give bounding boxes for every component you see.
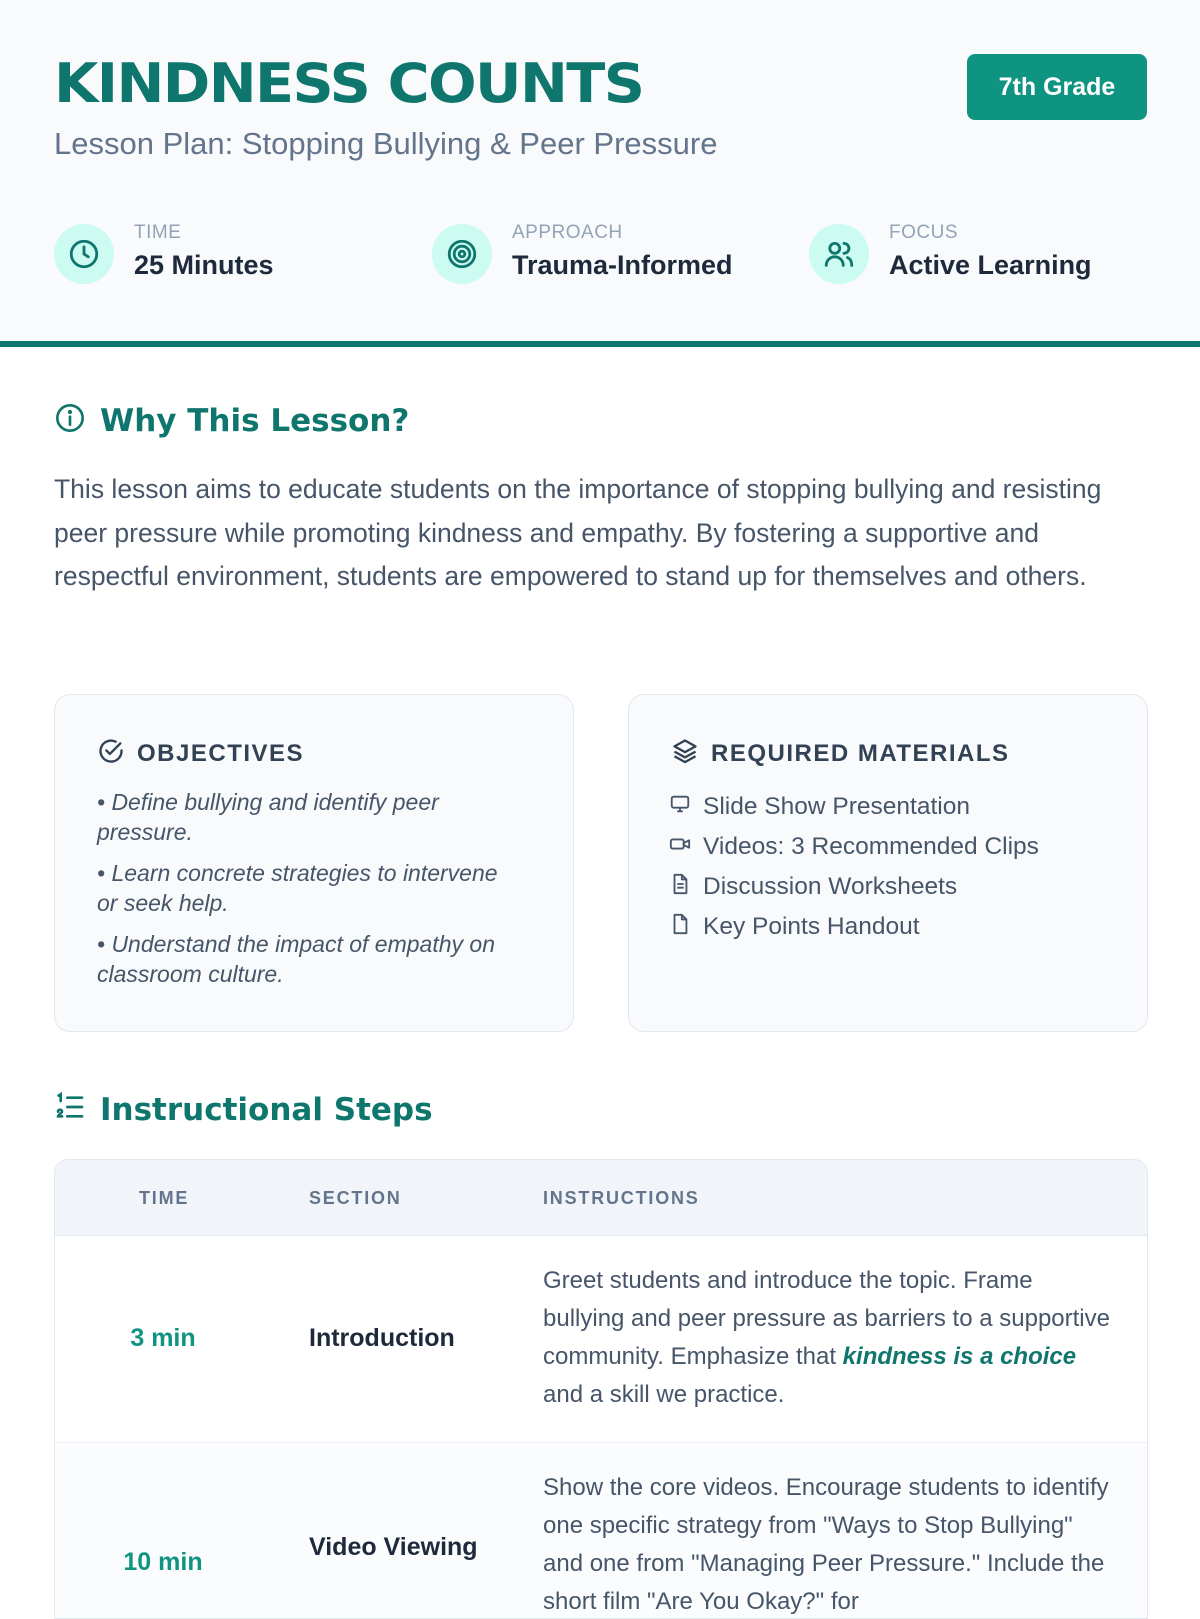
column-header-section: SECTION	[309, 1188, 402, 1208]
video-icon	[669, 833, 691, 862]
column-header-instructions: INSTRUCTIONS	[543, 1188, 700, 1208]
lesson-subtitle: Lesson Plan: Stopping Bullying & Peer Pressure	[54, 126, 718, 161]
table-header	[55, 1160, 1147, 1236]
steps-heading-row	[54, 1091, 433, 1128]
materials-list	[669, 787, 1039, 947]
objective-item: • Define bullying and identify peer pressure.	[97, 789, 439, 845]
why-heading-row	[54, 402, 409, 439]
monitor-icon	[669, 793, 691, 822]
table-row	[55, 1443, 1147, 1619]
step-instructions	[543, 1469, 1113, 1619]
objectives-heading-row	[97, 737, 304, 770]
material-label: Key Points Handout	[703, 913, 920, 940]
materials-heading-row	[671, 737, 1010, 770]
steps-heading: Instructional Steps	[100, 1091, 433, 1128]
list-ordered-icon	[54, 1091, 86, 1128]
material-item	[669, 787, 1039, 827]
instructions-text: Greet students and introduce the topic. Frame bullying and peer pressure as barriers to a supportive community. Emphasize that	[543, 1267, 1110, 1370]
target-icon	[432, 224, 492, 284]
material-item	[669, 867, 1039, 907]
table-row	[55, 1236, 1147, 1443]
material-label: Videos: 3 Recommended Clips	[703, 833, 1039, 860]
info-icon	[54, 402, 86, 439]
meta-label: TIME	[134, 222, 182, 243]
step-section: Introduction	[309, 1324, 455, 1352]
objective-item: • Understand the impact of empathy on classroom culture.	[97, 931, 495, 987]
material-item	[669, 907, 1039, 947]
meta-value: Trauma-Informed	[512, 250, 733, 280]
objectives-heading: OBJECTIVES	[137, 739, 305, 767]
step-time: 10 min	[123, 1548, 203, 1576]
step-time: 3 min	[130, 1324, 196, 1352]
meta-label: FOCUS	[889, 222, 958, 243]
document-icon	[669, 873, 691, 902]
why-text: This lesson aims to educate students on the importance of stopping bullying and resisting peer pressure while promoting kindness and empathy. By fostering a supportive and respectful environment, students are empowered to stand up for themselves and others.	[54, 474, 1102, 591]
layers-icon	[671, 737, 699, 770]
users-icon	[809, 224, 869, 284]
objective-item: • Learn concrete strategies to intervene or seek help.	[97, 860, 498, 916]
material-label: Discussion Worksheets	[703, 873, 958, 900]
step-section: Video Viewing	[309, 1533, 478, 1561]
material-item	[669, 827, 1039, 867]
materials-heading: REQUIRED MATERIALS	[711, 739, 1010, 767]
material-label: Slide Show Presentation	[703, 793, 970, 820]
objectives-card	[54, 694, 574, 1032]
steps-table	[54, 1159, 1148, 1619]
check-circle-icon	[97, 737, 125, 770]
column-header-time: TIME	[139, 1188, 190, 1208]
grade-badge: 7th Grade	[967, 54, 1147, 120]
materials-card	[628, 694, 1148, 1032]
meta-value: Active Learning	[889, 250, 1092, 280]
instructions-text: and a skill we practice.	[543, 1381, 785, 1408]
file-icon	[669, 913, 691, 942]
instructions-text: Show the core videos. Encourage students to identify one specific strategy from "Ways to Stop Bullying" and one from "Managing Peer Pressure." Include the short film "Are You Okay?" for	[543, 1474, 1109, 1615]
meta-label: APPROACH	[512, 222, 623, 243]
lesson-header	[0, 0, 1200, 347]
lesson-title: KINDNESS COUNTS	[54, 52, 644, 115]
clock-icon	[54, 224, 114, 284]
meta-value: 25 Minutes	[134, 250, 274, 280]
instructions-emphasis: kindness is a choice	[842, 1343, 1077, 1370]
why-heading: Why This Lesson?	[100, 402, 410, 439]
step-instructions	[543, 1262, 1113, 1414]
objectives-list	[97, 787, 517, 1000]
